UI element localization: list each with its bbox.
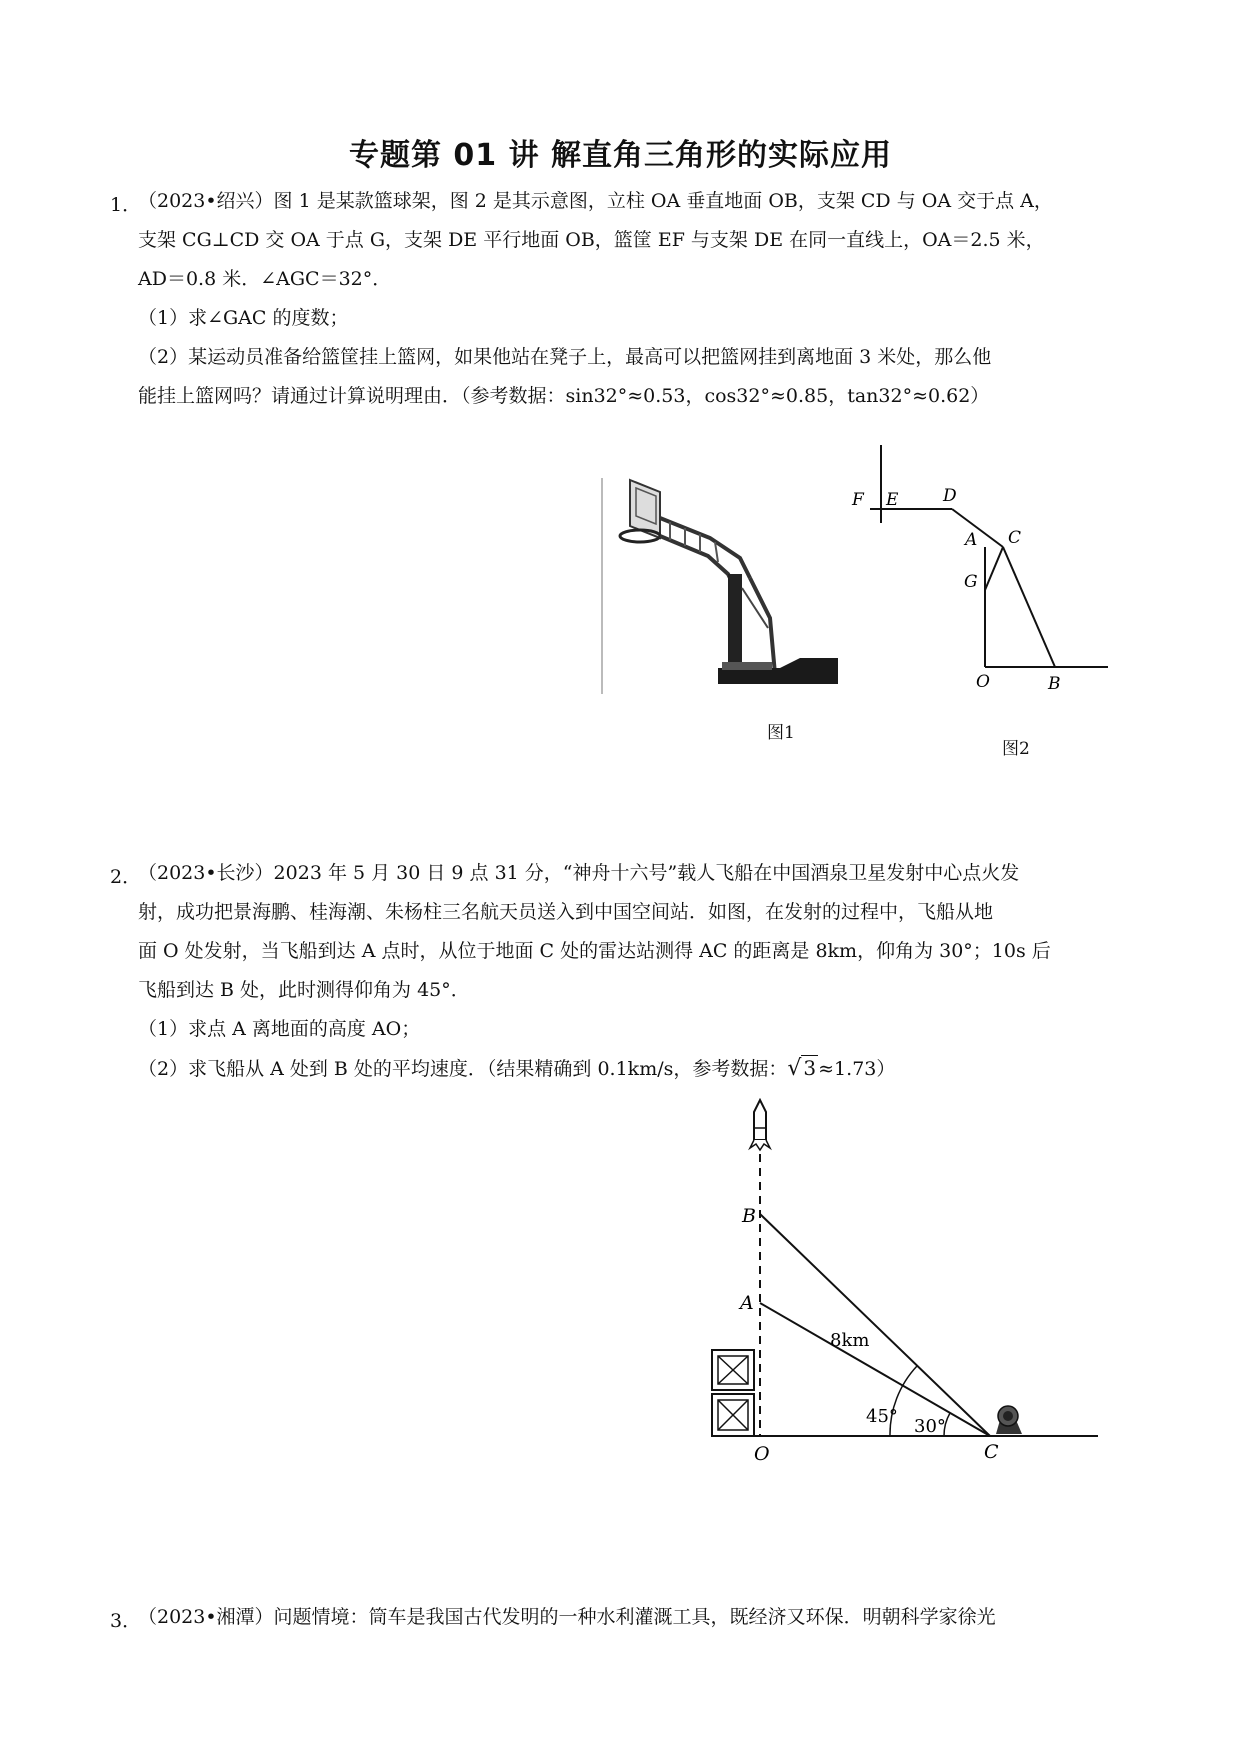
problem-1-question-2-line-2: 能挂上篮网吗？请通过计算说明理由．（参考数据：sin32°≈0.53，cos32°≈0.85，tan32°≈0.62）	[138, 385, 990, 407]
problem-2-question-2-suffix: ≈1.73）	[818, 1058, 896, 1080]
problem-2-question-2	[138, 1049, 1138, 1089]
figure-2-caption: 图2	[1002, 739, 1030, 759]
problem-1-question-2-line-1: （2）某运动员准备给篮筐挂上篮网，如果他站在凳子上，最高可以把篮网挂到离地面 3 米处，那么他	[138, 346, 992, 368]
label-B: B	[1048, 674, 1061, 694]
problem-2-line-3: 面 O 处发射，当飞船到达 A 点时，从位于地面 C 处的雷达站测得 AC 的距离是 8km，仰角为 30°；10s 后	[138, 940, 1051, 962]
sqrt-radicand: 3	[803, 1056, 817, 1080]
problem-2-line-2: 射，成功把景海鹏、桂海潮、朱杨柱三名航天员送入到中国空间站．如图，在发射的过程中，飞船从地	[138, 901, 994, 923]
radar-icon	[996, 1406, 1022, 1434]
label-distance: 8km	[830, 1330, 870, 1351]
label-A: A	[965, 530, 978, 550]
label-B: B	[742, 1205, 756, 1227]
building-icon	[712, 1350, 754, 1436]
problem-1-question-1: （1）求∠GAC 的度数；	[138, 307, 349, 329]
problem-2-line-4: 飞船到达 B 处，此时测得仰角为 45°．	[138, 979, 470, 1001]
figure-2-schematic	[840, 445, 1110, 695]
label-C: C	[1008, 528, 1022, 548]
label-C: C	[984, 1441, 999, 1463]
label-E: E	[886, 490, 899, 510]
label-D: D	[943, 486, 957, 506]
problem-2-number: 2．	[110, 866, 142, 888]
problem-1-line-3: AD＝0.8 米．∠AGC＝32°．	[138, 268, 392, 290]
problem-1-line-2: 支架 CG⊥CD 交 OA 于点 G，支架 DE 平行地面 OB，篮筐 EF 与支架 DE 在同一直线上，OA＝2.5 米，	[138, 229, 1045, 251]
label-F: F	[852, 490, 864, 510]
problem-2-question-2-prefix: （2）求飞船从 A 处到 B 处的平均速度．（结果精确到 0.1km/s，参考数据：	[138, 1058, 788, 1080]
problem-1-number: 1．	[110, 194, 142, 216]
problem-3-number: 3．	[110, 1610, 142, 1632]
figure-1-caption: 图1	[767, 723, 795, 743]
page-title: 专题第 01 讲 解直角三角形的实际应用	[348, 138, 893, 173]
figure-rocket-launch	[700, 1098, 1100, 1478]
label-A: A	[740, 1292, 754, 1314]
problem-3-line-1: （2023•湘潭）问题情境：筒车是我国古代发明的一种水利灌溉工具，既经济又环保．明朝科学家徐光	[138, 1606, 996, 1628]
label-O: O	[976, 672, 990, 692]
label-G: G	[964, 572, 978, 592]
label-O: O	[754, 1443, 770, 1465]
problem-2-question-1: （1）求点 A 离地面的高度 AO；	[138, 1018, 421, 1040]
figure-1-basketball-stand	[600, 478, 860, 698]
label-angle-45: 45°	[866, 1406, 898, 1427]
problem-1-line-1: （2023•绍兴）图 1 是某款篮球架，图 2 是其示意图，立柱 OA 垂直地面 OB，支架 CD 与 OA 交于点 A，	[138, 190, 1053, 212]
sqrt-symbol: √	[787, 1056, 802, 1081]
problem-2-line-1: （2023•长沙）2023 年 5 月 30 日 9 点 31 分，“神舟十六号”载人飞船在中国酒泉卫星发射中心点火发	[138, 862, 1020, 884]
rocket-icon	[750, 1100, 770, 1150]
label-angle-30: 30°	[914, 1416, 946, 1437]
